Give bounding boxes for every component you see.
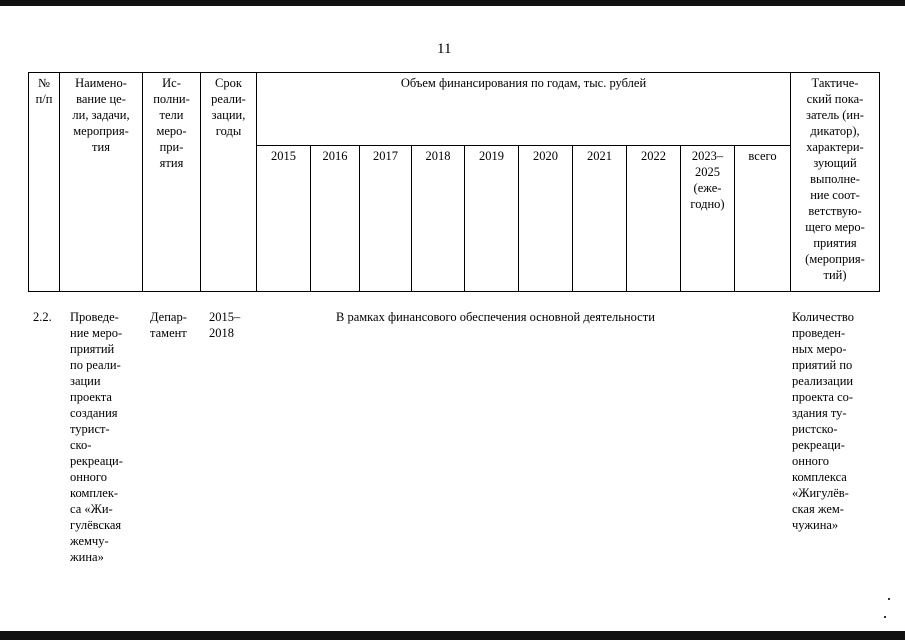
row-executor: Депар- тамент (150, 310, 187, 340)
year-2023-2025: 2023– 2025 (еже- годно) (690, 149, 725, 211)
header-financing: Объем финансирования по годам, тыс. рублей (400, 76, 647, 90)
scan-speck (884, 616, 886, 618)
year-2018: 2018 (425, 149, 451, 163)
year-2019: 2019 (479, 149, 504, 163)
row-num: 2.2. (33, 310, 52, 324)
row-name: Проведе- ние меро- приятий по реали- зации проекта создания турист- ско- рекреаци- онного комплек- са «Жи- гулёвская жемчу- жина» (70, 310, 123, 564)
page-number: 11 (437, 41, 452, 57)
top-border (0, 0, 905, 6)
row-financing: В рамках финансового обеспечения основной деятельности (336, 310, 655, 324)
row-term: 2015– 2018 (209, 310, 241, 340)
year-total: всего (748, 149, 777, 163)
year-2015: 2015 (271, 149, 296, 163)
bottom-border (0, 631, 905, 640)
year-2017: 2017 (373, 149, 398, 163)
scan-speck (888, 598, 890, 600)
header-term: Срок реали- зации, годы (211, 76, 246, 138)
year-2016: 2016 (322, 149, 348, 163)
header-name: Наимено- вание це- ли, задачи, мероприя- тия (72, 76, 130, 154)
table-header (28, 72, 880, 292)
row-indicator: Количество проведен- ных меро- приятий по реализации проекта со- здания ту- ристско- рекреаци- онного комплекса «Жигулёв- ская жем- чужина» (792, 310, 854, 532)
year-2021: 2021 (587, 149, 612, 163)
year-2022: 2022 (641, 149, 666, 163)
header-num: № п/п (35, 76, 53, 106)
header-indicator: Тактиче- ский пока- затель (ин- дикатор), характери- зующий выполне- ние соот- ветствую- щего меро- приятия (мероприя- тий) (805, 76, 865, 282)
year-2020: 2020 (533, 149, 558, 163)
header-executor: Ис- полни- тели меро- при- ятия (153, 76, 190, 170)
